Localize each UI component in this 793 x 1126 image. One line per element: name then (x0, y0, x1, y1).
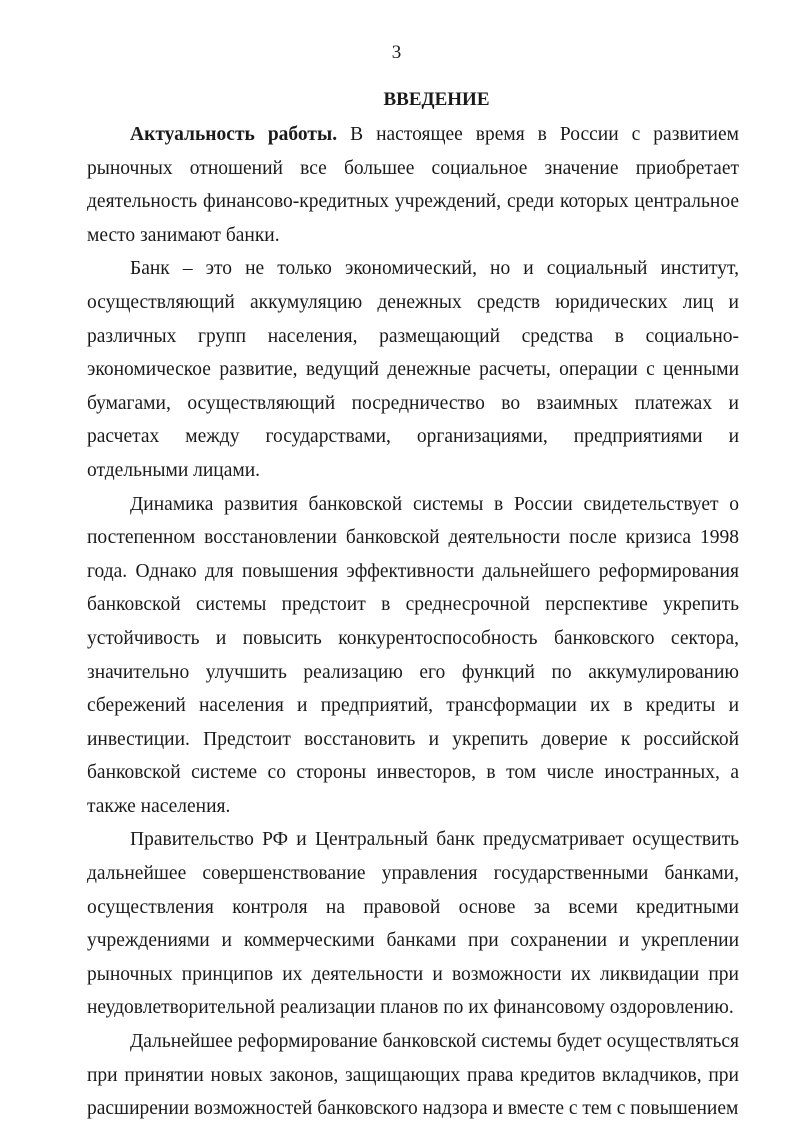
paragraph-text: Динамика развития банковской системы в России свидетельствует о постепенном восстановлении банковской деятельности после кризиса 1998 года. Однако для повышения эффективности дальнейшего реформирования банковской системы предстоит в среднесрочной перспективе укрепить устойчивость и повысить конкурентоспособность банковского сектора, значительно улучшить реализацию его функций по аккумулированию сбережений населения и предприятий, трансформации их в кредиты и инвестиции. Предстоит восстановить и укрепить доверие к российской банковской системе со стороны инвесторов, в том числе иностранных, а также населения. (87, 493, 739, 817)
paragraph-banking-dynamics (87, 488, 739, 824)
paragraph-bank-definition (87, 252, 739, 487)
page-number: 3 (391, 42, 402, 63)
paragraph-government-plans (87, 823, 739, 1025)
paragraph-lead: Актуальность работы. (130, 124, 338, 145)
section-heading: ВВЕДЕНИЕ (383, 89, 490, 110)
paragraph-text: Дальнейшее реформирование банковской системы будет осуществляться при принятии новых законов, защищающих права кредитов вкладчиков, при расширении возможностей банковского надзора и вместе с тем с повышением (87, 1031, 739, 1120)
paragraph-text: В настоящее время в России с развитием рыночных отношений все большее социальное значение приобретает деятельность финансово-кредитных учреждений, среди которых центральное место занимают банки. (87, 124, 739, 246)
paragraph-relevance (87, 118, 739, 252)
body-text (87, 118, 739, 1126)
paragraph-text: Банк – это не только экономический, но и социальный институт, осуществляющий аккумуляцию денежных средств юридических лиц и различных групп населения, размещающий средства в социально-экономическое развитие, ведущий денежные расчеты, операции с ценными бумагами, осуществляющий посредничество во взаимных платежах и расчетах между государствами, организациями, предприятиями и отдельными лицами. (87, 258, 739, 481)
paragraph-further-reform (87, 1025, 739, 1126)
paragraph-text: Правительство РФ и Центральный банк предусматривает осуществить дальнейшее совершенствование управления государственными банками, осуществления контроля на правовой основе за всеми кредитными учреждениями и коммерческими банками при сохранении и укреплении рыночных принципов их деятельности и возможности их ликвидации при неудовлетворительной реализации планов по их финансовому оздоровлению. (87, 829, 739, 1019)
